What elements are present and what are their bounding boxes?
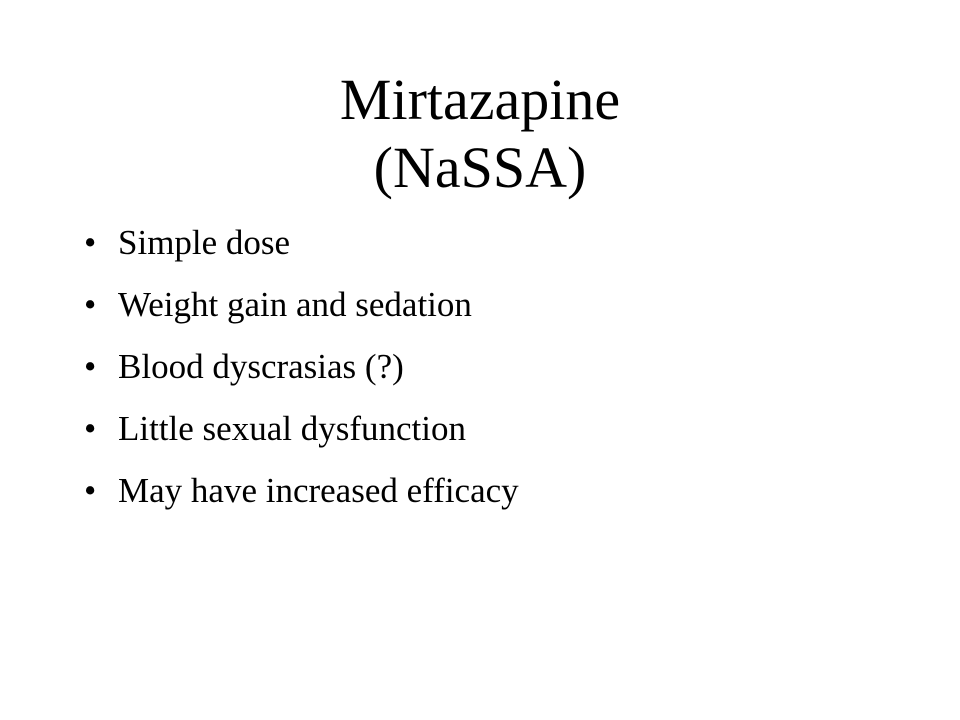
slide-title-line-1: Mirtazapine: [339, 67, 621, 132]
bullet-icon: •: [84, 347, 97, 386]
bullet-icon: •: [84, 409, 97, 448]
bullet-text: Blood dyscrasias (?): [118, 347, 404, 386]
bullet-text: Simple dose: [118, 223, 291, 262]
bullet-text: Weight gain and sedation: [118, 285, 472, 324]
bullet-text: Little sexual dysfunction: [118, 409, 466, 448]
slide-title-line-2: (NaSSA): [373, 135, 587, 200]
bullet-icon: •: [84, 471, 97, 510]
bullet-icon: •: [84, 285, 97, 324]
bullet-icon: •: [84, 223, 97, 262]
slide-title: [0, 66, 960, 202]
bullet-text: May have increased efficacy: [118, 471, 519, 510]
